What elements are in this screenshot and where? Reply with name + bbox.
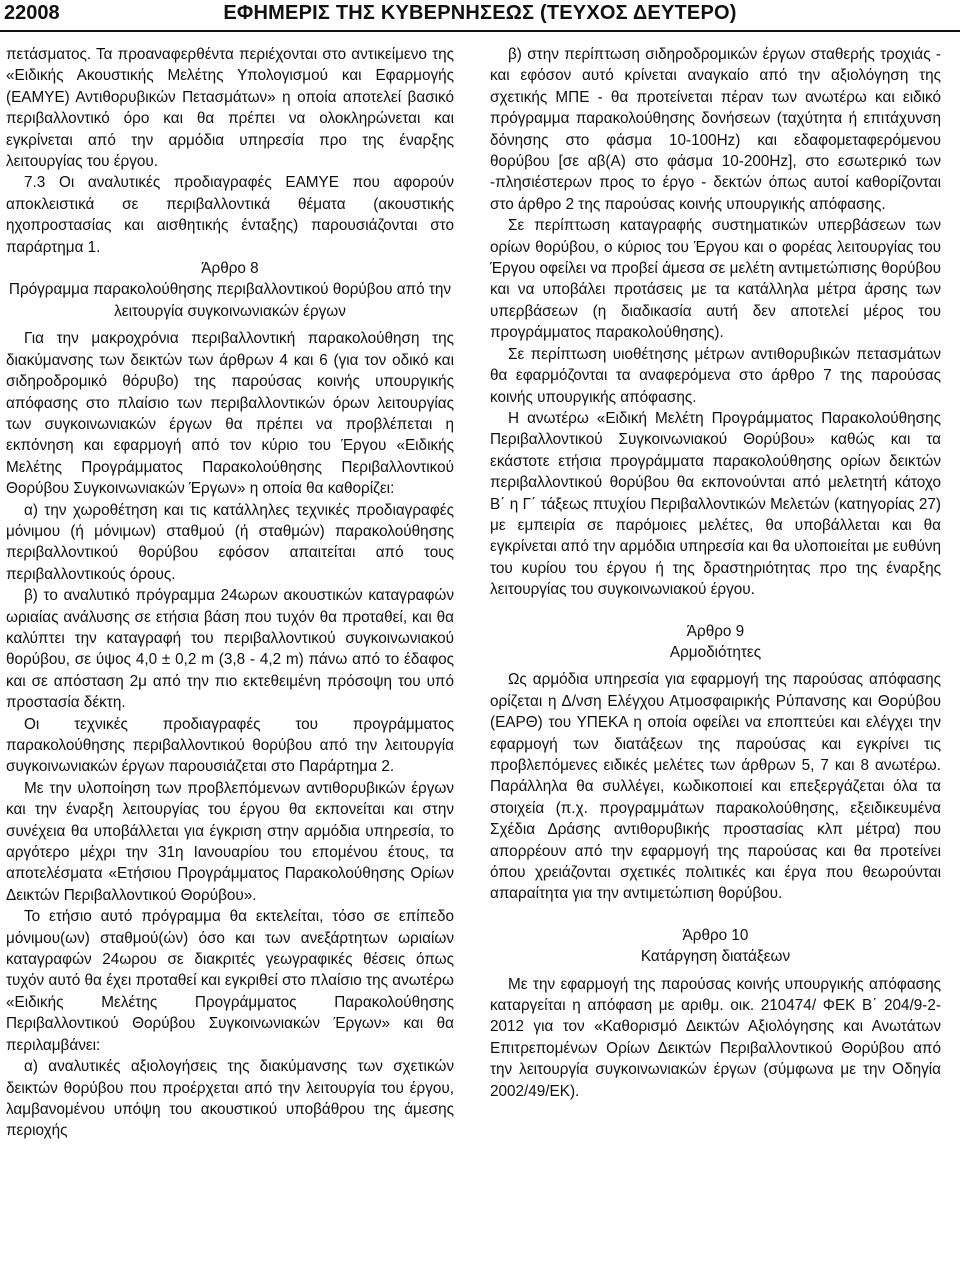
page-number: 22008 xyxy=(4,2,60,24)
paragraph: πετάσματος. Τα προαναφερθέντα περιέχονται στο αντικείμενο της «Ειδικής Ακουστικής Μελέτης Υπολογισμού και Εφαρμογής (ΕΑΜΥΕ) Αντιθορυβικών Πετασμάτων» η οποία αποτελεί βασικό περιβαλλοντικό όρο και θα πρέπει να ολοκληρώνεται και εγκρίνεται από την αρμόδια υπηρεσία προ της έναρξης λειτουργίας του έργου. xyxy=(6,46,454,171)
paragraph: β) στην περίπτωση σιδηροδρομικών έργων σταθερής τροχιάς - και εφόσον αυτό κρίνεται αναγκαίο από την αξιολόγηση της σχετικής ΜΠΕ - θα προτείνεται πέραν των ανωτέρω και ειδικό πρόγραμμα παρακολούθησης δονήσεων (ταχύτητα ή επιτάχυνση δόνησης στο φάσμα 10-100Hz) και εδαφομεταφερόμενου θορύβου [σε αβ(Α) στο φάσμα 10-200Hz], στο εσωτερικό των -πλησιέστερων προς το έργο - δεκτών όπως αυτοί καθορίζονται στο άρθρο 2 της παρούσας κοινής υπουργικής απόφασης. xyxy=(490,46,941,213)
paragraph: Για την μακροχρόνια περιβαλλοντική παρακολούθηση της διακύμανσης των δεικτών των άρθρων 4 και 6 (για τον οδικό και σιδηροδρομικό θόρυβο) της παρούσας κοινής υπουργικής απόφασης στο πλαίσιο των περιβαλλοντικών όρων λειτουργίας των συγκοινωνιακών έργων θα πρέπει να προβλέπεται η εκπόνηση και εφαρμογή από τον κύριο του Έργου «Ειδικής Μελέτης Προγράμματος Παρακολούθησης Περιβαλλοντικού Θορύβου Συγκοινωνιακών Έργων» η οποία θα καθορίζει: xyxy=(6,330,454,498)
article-8-title: Άρθρο 8 xyxy=(201,260,259,278)
paragraph: Με την εφαρμογή της παρούσας κοινής υπουργικής απόφασης καταργείται η απόφαση με αριθμ. οικ. 210474/ ΦΕΚ Β΄ 204/9-2-2012 για τον «Καθορισμό Δεικτών Αξιολόγησης και Ανωτάτων Επιτρεπομένων Ορίων Δεικτών Περιβαλλοντικού Θορύβου από την λειτουργία συγκοινωνιακών έργων (σύμφωνα με την Οδηγία 2002/49/ΕΚ). xyxy=(490,975,941,1100)
paragraph: α) την χωροθέτηση και τις κατάλληλες τεχνικές προδιαγραφές μόνιμου (ή μόνιμων) σταθμού (ή σταθμών) παρακολούθησης περιβαλλοντικού θορύβου εφόσον απαιτείται από τους περιβαλλοντικούς όρους. xyxy=(6,501,454,583)
article-10-title: Άρθρο 10 xyxy=(682,926,749,944)
paragraph: Η ανωτέρω «Ειδική Μελέτη Προγράμματος Παρακολούθησης Περιβαλλοντικού Συγκοινωνιακού Θορύβου» καθώς και τα εκάστοτε ετήσια προγράμματα παρακολούθησης ορίων δεικτών περιβαλλοντικού θορύβου θα εκπονούνται από μελετητή κάτοχο Β΄ η Γ΄ τάξεως πτυχίου Περιβαλλοντικών Μελετών (κατηγορίας 27) με εμπειρία σε παρόμοιες μελέτες, θα υποβάλλεται και θα εγκρίνεται από την αρμόδια υπηρεσία και θα υλοποιείται με ευθύνη του κυρίου του έργου ή της δραστηριότητας προ της έναρξης λειτουργίας του συγκοινωνιακού έργου. xyxy=(490,409,941,599)
paragraph: Σε περίπτωση υιοθέτησης μέτρων αντιθορυβικών πετασμάτων θα εφαρμόζονται τα αναφερόμενα στο άρθρο 7 της παρούσας κοινής υπουργικής απόφασης. xyxy=(490,345,941,406)
article-8-subtitle: Πρόγραμμα παρακολούθησης περιβαλλοντικού θορύβου από την λειτουργία συγκοινωνιακών έργων xyxy=(8,281,452,320)
paragraph: Σε περίπτωση καταγραφής συστηματικών υπερβάσεων των ορίων θορύβου, ο κύριος του Έργου και ο φορέας λειτουργίας του Έργου οφείλει να προβεί άμεσα σε μελέτη αντιμετώπισης θορύβου και να υποβάλει προτάσεις με τα κατάλληλα μέτρα άρσης των υπερβάσεων (η διαδικασία αυτή δεν αποτελεί μέρος του προγράμματος παρακολούθησης). xyxy=(490,217,941,342)
paragraph: 7.3 Οι αναλυτικές προδιαγραφές ΕΑΜΥΕ που αφορούν αποκλειστικά σε περιβαλλοντικά θέματα (ακουστικής ηχοπροστασίας και αισθητικής ένταξης) παρουσιάζονται στο παράρτημα 1. xyxy=(6,174,454,256)
paragraph: Οι τεχνικές προδιαγραφές του προγράμματος παρακολούθησης περιβαλλοντικού θορύβου από την λειτουργία συγκοινωνιακών έργων παρουσιάζεται στο Παράρτημα 2. xyxy=(6,715,454,776)
article-9-title: Άρθρο 9 xyxy=(686,622,745,640)
gazette-header xyxy=(0,0,960,32)
left-column xyxy=(6,44,454,1142)
article-9-subtitle: Αρμοδιότητες xyxy=(669,643,762,661)
article-10-subtitle: Κατάργηση διατάξεων xyxy=(640,948,791,966)
paragraph: Το ετήσιο αυτό πρόγραμμα θα εκτελείται, τόσο σε επίπεδο μόνιμου(ων) σταθμού(ών) όσο και των ανεξάρτητων ωριαίων καταγραφών 24ωρου σε διακριτές γεωγραφικές θέσεις όπως τυχόν αυτό θα έχει προταθεί και εγκριθεί στο πλαίσιο της ανωτέρω «Ειδικής Μελέτης Προγράμματος Παρακολούθησης Περιβαλλοντικού Θορύβου Συγκοινωνιακών Έργων» και θα περιλαμβάνει: xyxy=(6,908,454,1054)
paragraph: Με την υλοποίηση των προβλεπόμενων αντιθορυβικών έργων και την έναρξη λειτουργίας του έργου θα εκπονείται και στην συνέχεια θα υποβάλλεται για έγκριση στην αρμόδια υπηρεσία, το αργότερο μέχρι την 31η Ιανουαρίου του επομένου έτους, τα αποτελέσματα «Ετήσιου Προγράμματος Παρακολούθησης Ορίων Δεικτών Περιβαλλοντικού Θορύβου». xyxy=(6,779,454,904)
gazette-title: ΕΦΗΜΕΡΙΣ ΤΗΣ ΚΥΒΕΡΝΗΣΕΩΣ (ΤΕΥΧΟΣ ΔΕΥΤΕΡΟ) xyxy=(223,2,737,24)
right-column xyxy=(490,44,941,1102)
paragraph: Ως αρμόδια υπηρεσία για εφαρμογή της παρούσας απόφασης ορίζεται η Δ/νση Ελέγχου Ατμοσφαιρικής Ρύπανσης και Θορύβου (ΕΑΡΘ) του ΥΠΕΚΑ η οποία οφείλει να εποπτεύει και ελέγχει την εφαρμογή των διατάξεων της παρούσας και εγκρίνει τις προβλεπόμενες ειδικές μελέτες των άρθρων 5, 7 και 8 ανωτέρω. Παράλληλα θα συλλέγει, κωδικοποιεί και επεξεργάζεται όλα τα στοιχεία (π.χ. προγραμμάτων παρακολούθησης, εξειδικευμένα Σχέδια Δράσης αντιθορυβικής προστασίας κλπ μέτρα) που απορρέουν από την εφαρμογή της παρούσας και θα προτείνει όπου χρειάζονται σχετικές πολιτικές και έργα που θεωρούνται απαραίτητα για την αντιμετώπιση θορύβου. xyxy=(490,671,941,903)
paragraph: α) αναλυτικές αξιολογήσεις της διακύμανσης των σχετικών δεικτών θορύβου που προέρχεται από την λειτουργία του έργου, λαμβανομένου υπόψη του ακουστικού υποβάθρου της άμεσης περιοχής xyxy=(6,1058,454,1140)
paragraph: β) το αναλυτικό πρόγραμμα 24ωρων ακουστικών καταγραφών ωριαίας ανάλυσης σε ετήσια βάση που τυχόν θα προταθεί, και θα καλύπτει την καταγραφή του περιβαλλοντικού συγκοινωνιακού θορύβου, σε ύψος 4,0 ± 0,2 m (3,8 - 4,2 m) πάνω από το έδαφος και σε απόσταση 2μ από την πιο εκτεθειμένη πρόσοψη του υπό προστασία δέκτη. xyxy=(6,587,454,712)
